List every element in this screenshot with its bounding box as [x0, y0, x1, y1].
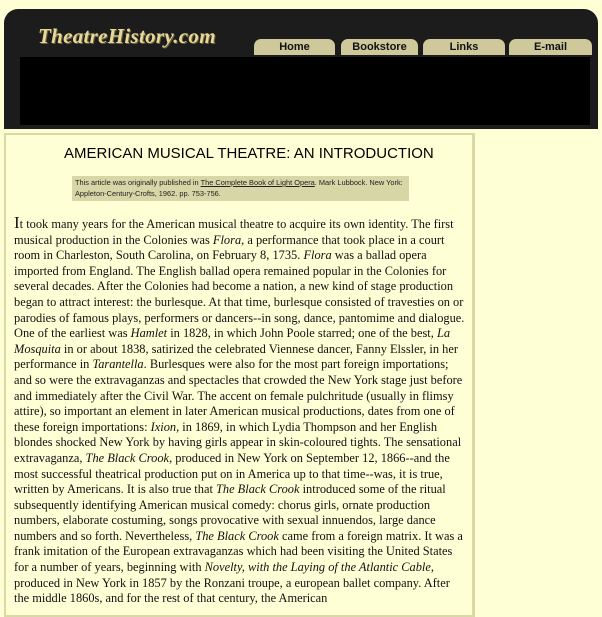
article-title-ref: The Black Crook — [85, 450, 170, 465]
article-title-ref: Hamlet — [130, 326, 168, 341]
nav-tab-links[interactable]: Links — [423, 39, 505, 55]
content-panel — [4, 133, 475, 617]
article-text: came from a foreign matrix. It was a frank imitation of the European extravaganzas which had been visiting the United States for a number of years, beginning with — [14, 528, 463, 575]
nav-tab-home[interactable]: Home — [254, 39, 335, 55]
page-title: AMERICAN MUSICAL THEATRE: AN INTRODUCTION — [64, 145, 434, 162]
site-header — [4, 9, 598, 129]
source-note-suffix: . Mark Lubbock. New York: Appleton-Century-Crofts, 1962. pp. 753-756. — [75, 178, 403, 198]
article-text: introduced some of the ritual subsequently identifying American musical comedy: chorus girls, ornate production numbers, elaborate costuming, songs provocative with sexual innuendos, large dance numbers and so forth. Nevertheless, — [14, 482, 446, 543]
article-body — [14, 215, 466, 607]
article-title-ref: Ixion — [150, 419, 177, 434]
article-title-ref: Tarantella — [92, 357, 144, 372]
source-note-prefix: This article was originally published in — [75, 178, 201, 187]
nav-tab-bookstore[interactable]: Bookstore — [341, 39, 418, 55]
article-text: t took many years for the American musical theatre to acquire its own identity. The first musical production in the Colonies was — [14, 217, 454, 247]
site-logo[interactable]: TheatreHistory.com — [38, 24, 216, 48]
article-title-ref: Flora — [303, 248, 332, 263]
article-title-ref: The Black Crook — [216, 482, 300, 497]
article-title-ref: Novelty, with the Laying of the Atlantic Cable — [204, 560, 431, 575]
article-text: . Burlesques were also for the most part foreign importations; and so were the extravaganzas and spectacles that crowded the New York stage just before and immediately after the Civil War. The accent on female pulchritude (usually in flimsy attire), so important an element in later American musical productions, dates from one of these foreign importations: — [14, 357, 463, 434]
article-text: , produced in New York on September 12, 1866--and the most successful theatrical production put on in America up to that time--was, it is true, written by Americans. It is also true that — [14, 450, 450, 497]
article-text: , a performance that took place in a court room in Charleston, South Carolina, on February 8, 1735. — [14, 232, 445, 263]
banner-area — [20, 57, 590, 125]
drop-cap: I — [14, 213, 20, 232]
book-title-link[interactable]: The Complete Book of Light Opera — [200, 178, 315, 187]
article-title-ref: Flora — [212, 232, 242, 247]
article-text: was a ballad opera imported from England. The English ballad opera remained popular in the Colonies for several decades. After the Colonies had become a nation, a new kind of stage production began to attract interest: the burlesque. At that time, burlesque consisted of travesties on or parodies of famous plays, performers or dancers--in song, dance, pantomime and dialogue. One of the earliest was — [14, 248, 465, 341]
article-title-ref: La Mosquita — [14, 326, 451, 356]
source-note — [72, 176, 409, 201]
article-text: in 1828, in which John Poole starred; one of the best, — [167, 326, 437, 341]
nav-tab-email[interactable]: E-mail — [509, 39, 592, 55]
article-text: in or about 1838, satirized the celebrated Viennese dancer, Fanny Elssler, in her performance in — [14, 341, 458, 372]
article-title-ref: The Black Crook — [195, 528, 279, 543]
article-text: , produced in New York in 1857 by the Ronzani troupe, a european ballet company. After the middle 1860s, and for the rest of that century, the American — [14, 560, 450, 606]
article-text: , in 1869, in which Lydia Thompson and her English blondes shocked New York by having girls appear in skin-coloured tights. The sensational extravaganza, — [14, 419, 462, 465]
